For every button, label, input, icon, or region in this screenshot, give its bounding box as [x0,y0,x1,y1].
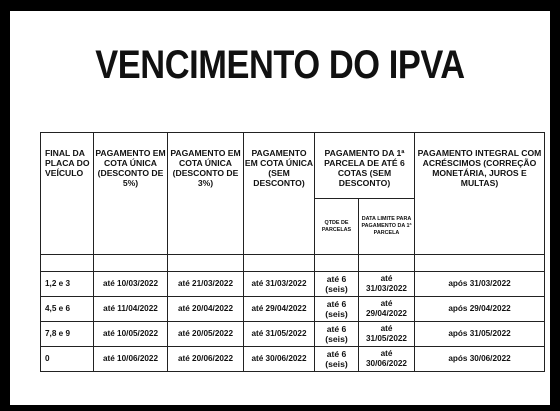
cell-cota-unica-5: até 10/06/2022 [94,347,168,372]
cell-cota-unica-3: até 20/05/2022 [168,322,244,347]
cell-qtde-parcelas: até 6 (seis) [315,322,359,347]
cell-qtde-parcelas: até 6 (seis) [315,347,359,372]
header-integral: PAGAMENTO INTEGRAL COM ACRÉSCIMOS (CORREÇÃO MONETÁRIA, JUROS E MULTAS) [415,133,545,255]
header-cota-unica-3: PAGAMENTO EM COTA ÚNICA (DESCONTO DE 3%) [168,133,244,255]
page-title: VENCIMENTO DO IPVA [95,42,465,87]
cell-placa: 0 [41,347,94,372]
table-row [41,297,545,322]
cell-cota-unica-sem: até 31/05/2022 [244,322,315,347]
cell-data-limite: até 30/06/2022 [359,347,415,372]
cell-qtde-parcelas: até 6 (seis) [315,272,359,297]
cell-integral: após 31/05/2022 [415,322,545,347]
header-qtde-parcelas: QTDE DE PARCELAS [315,199,359,255]
cell-cota-unica-sem: até 31/03/2022 [244,272,315,297]
cell-cota-unica-5: até 11/04/2022 [94,297,168,322]
header-final-placa: FINAL DA PLACA DO VEÍCULO [41,133,94,255]
cell-data-limite: até 29/04/2022 [359,297,415,322]
header-data-limite: DATA LIMITE PARA PAGAMENTO DA 1ª PARCELA [359,199,415,255]
table-spacer-row [41,255,545,272]
cell-integral: após 29/04/2022 [415,297,545,322]
cell-data-limite: até 31/05/2022 [359,322,415,347]
cell-placa: 1,2 e 3 [41,272,94,297]
cell-cota-unica-3: até 20/04/2022 [168,297,244,322]
table-header-row [41,133,545,199]
ipva-table [40,132,545,372]
cell-cota-unica-sem: até 30/06/2022 [244,347,315,372]
table-row [41,322,545,347]
cell-integral: após 30/06/2022 [415,347,545,372]
cell-placa: 7,8 e 9 [41,322,94,347]
cell-placa: 4,5 e 6 [41,297,94,322]
cell-integral: após 31/03/2022 [415,272,545,297]
header-cota-unica-sem: PAGAMENTO EM COTA ÚNICA (SEM DESCONTO) [244,133,315,255]
cell-cota-unica-5: até 10/05/2022 [94,322,168,347]
ipva-card [10,11,550,405]
table-row [41,272,545,297]
cell-qtde-parcelas: até 6 (seis) [315,297,359,322]
cell-data-limite: até 31/03/2022 [359,272,415,297]
cell-cota-unica-sem: até 29/04/2022 [244,297,315,322]
cell-cota-unica-3: até 21/03/2022 [168,272,244,297]
cell-cota-unica-5: até 10/03/2022 [94,272,168,297]
header-cota-unica-5: PAGAMENTO EM COTA ÚNICA (DESCONTO DE 5%) [94,133,168,255]
cell-cota-unica-3: até 20/06/2022 [168,347,244,372]
table-row [41,347,545,372]
header-parcela: PAGAMENTO DA 1ª PARCELA DE ATÉ 6 COTAS (SEM DESCONTO) [315,133,415,199]
